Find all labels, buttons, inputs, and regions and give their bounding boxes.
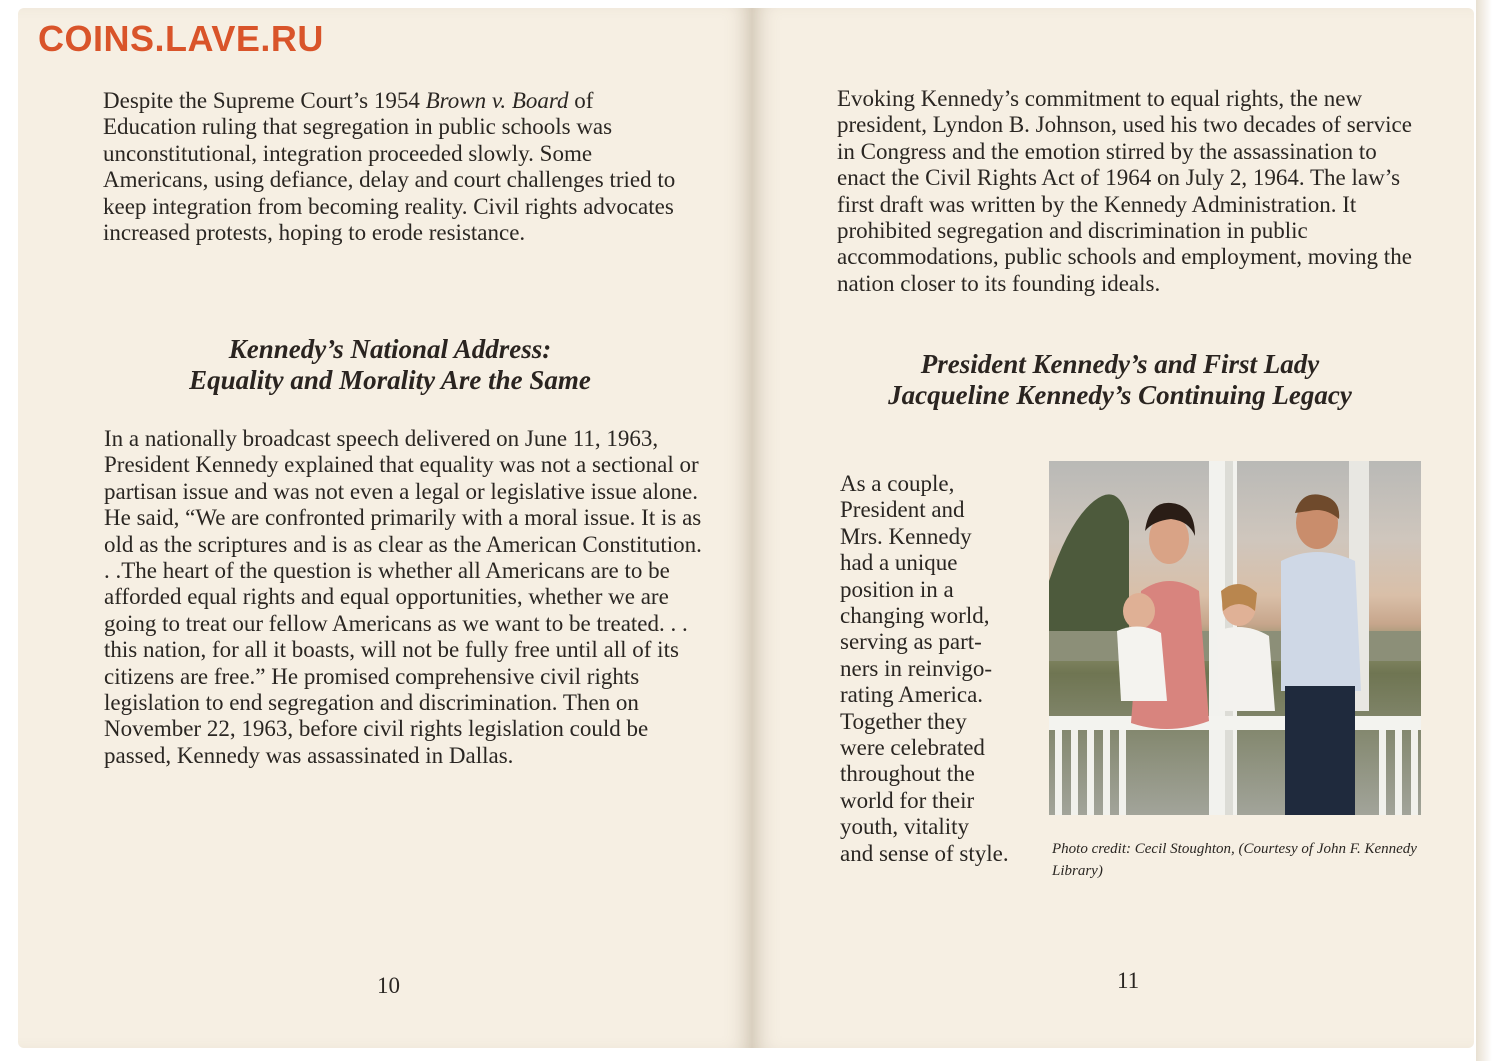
side-text-line: President and xyxy=(840,497,965,523)
right-side-text xyxy=(840,471,1040,867)
case-name: Brown v. Board xyxy=(425,88,569,113)
side-text-line: ners in reinvigo- xyxy=(840,655,993,681)
left-heading-line-1: Kennedy’s National Address: xyxy=(228,334,552,364)
side-text-line: changing world, xyxy=(840,603,990,629)
left-intro-paragraph xyxy=(103,88,683,246)
left-intro-text-2: of Education ruling that segregation in public schools was unconstitutional, integration proceeded slowly. Some Americans, using defiance, delay and court challenges tried to keep integration from becoming reality. Civil rights advocates increased protests, hoping to erode resistance. xyxy=(103,88,676,246)
side-text-line: Mrs. Kennedy xyxy=(840,523,972,549)
side-text-line: world for their xyxy=(840,787,975,813)
side-text-line: Together they xyxy=(840,708,967,734)
left-section-heading xyxy=(100,334,680,396)
side-text-line: throughout the xyxy=(840,761,975,787)
page-number-left: 10 xyxy=(377,973,400,998)
photo-credit-caption: Photo credit: Cecil Stoughton, (Courtesy of John F. Kennedy Library) xyxy=(1052,841,1417,879)
side-text-line: As a couple, xyxy=(840,471,955,496)
right-intro-paragraph: Evoking Kennedy’s commitment to equal rights, the new president, Lyndon B. Johnson, used his two decades of service in Congress and the emotion stirred by the assassination to enact the Civil Rights Act of 1964 on July 2, 1964. The law’s first draft was written by the Kennedy Administration. It prohibited segregation and discrimination in public accommodations, public schools and employment, moving the nation closer to its founding ideals. xyxy=(837,86,1412,296)
side-text-line: were celebrated xyxy=(840,735,985,761)
side-text-line: youth, vitality xyxy=(840,814,970,840)
right-heading-line-1: President Kennedy’s and First Lady xyxy=(920,349,1320,379)
side-text-line: position in a xyxy=(840,576,954,602)
left-body-paragraph: In a nationally broadcast speech delivered on June 11, 1963, President Kennedy explained that equality was not a sectional or partisan issue and was not even a legal or legislative issue alone. He said, “We are confronted primarily with a moral issue. It is as old as the scriptures and is as clear as the American Constitution. . .The heart of the question is whether all Americans are to be afforded equal rights and equal opportunities, whether we are going to treat our fellow Americans as we want to be treated. . . this nation, for all it boasts, will not be fully free until all of its citizens are free.” He promised comprehensive civil rights legislation to end segregation and discrimination. Then on November 22, 1963, before civil rights legislation could be passed, Kennedy was assassinated in Dallas. xyxy=(104,426,702,768)
side-text-line: and sense of style. xyxy=(840,840,1009,866)
watermark: COINS.LAVE.RU xyxy=(38,18,324,59)
side-text-line: serving as part- xyxy=(840,629,982,655)
kennedy-family-photo xyxy=(1049,461,1421,815)
page-edge xyxy=(1476,0,1492,1061)
side-text-line: rating America. xyxy=(840,682,984,708)
left-heading-line-2: Equality and Morality Are the Same xyxy=(189,365,591,395)
side-text-line: had a unique xyxy=(840,550,958,576)
right-section-heading xyxy=(830,349,1410,411)
left-intro-text-1: Despite the Supreme Court’s 1954 xyxy=(103,88,426,113)
right-heading-line-2: Jacqueline Kennedy’s Continuing Legacy xyxy=(888,380,1352,410)
page-number-right: 11 xyxy=(1117,968,1140,993)
